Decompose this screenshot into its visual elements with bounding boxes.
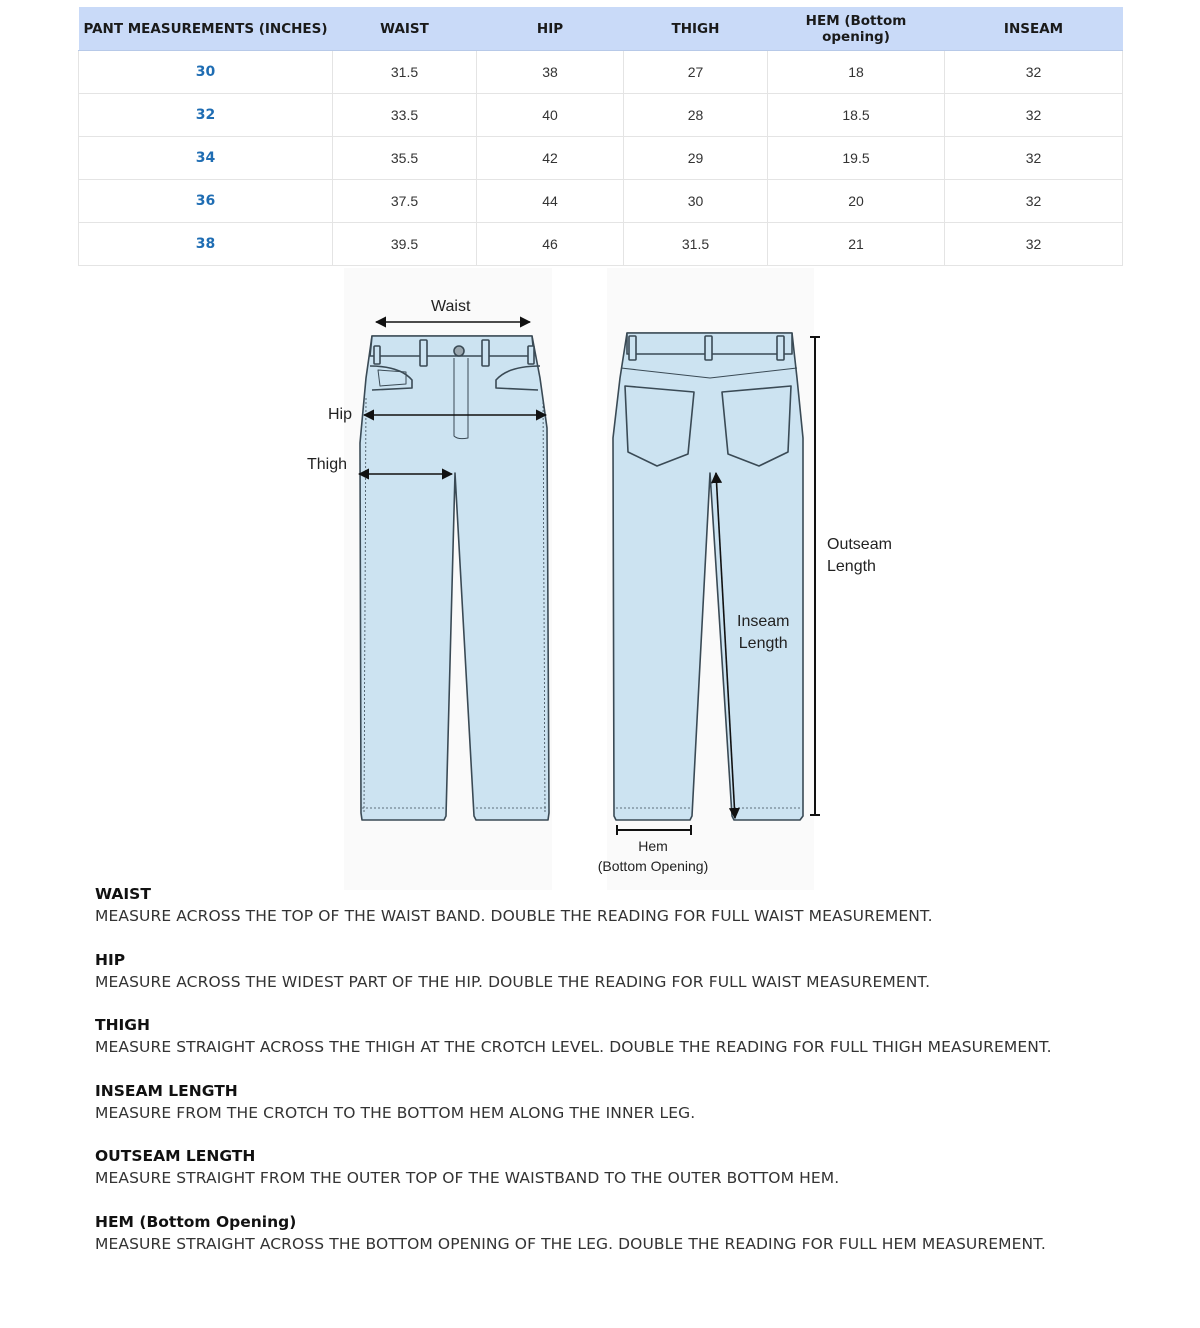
instruction-title: INSEAM LENGTH xyxy=(95,1081,238,1100)
header-hem: HEM (Bottom opening) xyxy=(768,7,945,51)
size-cell: 34 xyxy=(79,137,333,180)
size-cell: 38 xyxy=(79,223,333,266)
hem-cell: 18 xyxy=(768,51,945,94)
table-row xyxy=(79,94,1123,137)
waist-cell: 37.5 xyxy=(333,180,477,223)
size-chart-table xyxy=(78,7,1123,266)
size-cell: 32 xyxy=(79,94,333,137)
table-header-row xyxy=(79,7,1123,51)
inseam-label-line2: Length xyxy=(738,635,788,652)
instruction-text: MEASURE STRAIGHT FROM THE OUTER TOP OF THE WAISTBAND TO THE OUTER BOTTOM HEM. xyxy=(95,1169,840,1187)
thigh-label: Thigh xyxy=(307,456,348,473)
hem-cell: 21 xyxy=(768,223,945,266)
thigh-cell: 31.5 xyxy=(624,223,768,266)
instruction-text: MEASURE FROM THE CROTCH TO THE BOTTOM HEM ALONG THE INNER LEG. xyxy=(95,1103,696,1122)
instruction-text: MEASURE ACROSS THE WIDEST PART OF THE HIP. DOUBLE THE READING FOR FULL WAIST MEASUREMENT. xyxy=(95,972,931,991)
table-row xyxy=(79,223,1123,266)
table-row xyxy=(79,180,1123,223)
pant-measurement-diagram xyxy=(0,268,1200,890)
outseam-label-line1: Outseam xyxy=(827,536,892,553)
hem-cell: 19.5 xyxy=(768,137,945,180)
hip-label: Hip xyxy=(328,406,353,423)
instruction-title: HEM (Bottom Opening) xyxy=(95,1212,297,1231)
thigh-cell: 28 xyxy=(624,94,768,137)
inseam-cell: 32 xyxy=(945,223,1123,266)
instruction-title: OUTSEAM LENGTH xyxy=(95,1147,256,1165)
instruction-outseam xyxy=(95,1146,1175,1212)
header-inseam: INSEAM xyxy=(945,7,1123,51)
table-row xyxy=(79,51,1123,94)
header-waist: WAIST xyxy=(333,7,477,51)
instruction-text: MEASURE ACROSS THE TOP OF THE WAIST BAND. DOUBLE THE READING FOR FULL WAIST MEASUREMENT. xyxy=(95,907,933,925)
instruction-hip xyxy=(95,950,1175,1016)
size-cell: 36 xyxy=(79,180,333,223)
thigh-cell: 29 xyxy=(624,137,768,180)
instruction-title: WAIST xyxy=(95,885,151,903)
thigh-cell: 30 xyxy=(624,180,768,223)
hem-label-line1: Hem xyxy=(638,838,668,854)
waist-cell: 33.5 xyxy=(333,94,477,137)
measurement-instructions xyxy=(95,884,1175,1277)
table-row xyxy=(79,137,1123,180)
waist-cell: 35.5 xyxy=(333,137,477,180)
thigh-cell: 27 xyxy=(624,51,768,94)
hip-cell: 38 xyxy=(477,51,624,94)
instruction-text: MEASURE STRAIGHT ACROSS THE THIGH AT THE CROTCH LEVEL. DOUBLE THE READING FOR FULL THIGH MEASUREMENT. xyxy=(95,1038,1052,1056)
diagram-svg xyxy=(0,268,1200,890)
size-cell: 30 xyxy=(79,51,333,94)
instruction-title: HIP xyxy=(95,950,126,969)
waist-label: Waist xyxy=(431,298,471,315)
inseam-label-line1: Inseam xyxy=(737,613,790,630)
hip-cell: 42 xyxy=(477,137,624,180)
hip-cell: 46 xyxy=(477,223,624,266)
outseam-label xyxy=(827,534,892,578)
hip-cell: 40 xyxy=(477,94,624,137)
inseam-cell: 32 xyxy=(945,137,1123,180)
header-thigh: THIGH xyxy=(624,7,768,51)
hem-label xyxy=(594,836,712,876)
inseam-label xyxy=(737,611,789,655)
header-pant-measurements: PANT MEASUREMENTS (INCHES) xyxy=(79,7,333,51)
inseam-cell: 32 xyxy=(945,180,1123,223)
inseam-cell: 32 xyxy=(945,51,1123,94)
waist-cell: 31.5 xyxy=(333,51,477,94)
hip-cell: 44 xyxy=(477,180,624,223)
inseam-cell: 32 xyxy=(945,94,1123,137)
instruction-inseam xyxy=(95,1081,1175,1147)
instruction-text: MEASURE STRAIGHT ACROSS THE BOTTOM OPENING OF THE LEG. DOUBLE THE READING FOR FULL HEM MEASUREMENT. xyxy=(95,1234,1046,1253)
outseam-label-line2: Length xyxy=(827,558,876,575)
hem-cell: 18.5 xyxy=(768,94,945,137)
hem-cell: 20 xyxy=(768,180,945,223)
instruction-waist xyxy=(95,884,1175,950)
instruction-title: THIGH xyxy=(95,1016,151,1034)
hem-label-line2: (Bottom Opening) xyxy=(597,858,709,874)
header-hip: HIP xyxy=(477,7,624,51)
instruction-hem xyxy=(95,1212,1175,1278)
waist-cell: 39.5 xyxy=(333,223,477,266)
instruction-thigh xyxy=(95,1015,1175,1081)
